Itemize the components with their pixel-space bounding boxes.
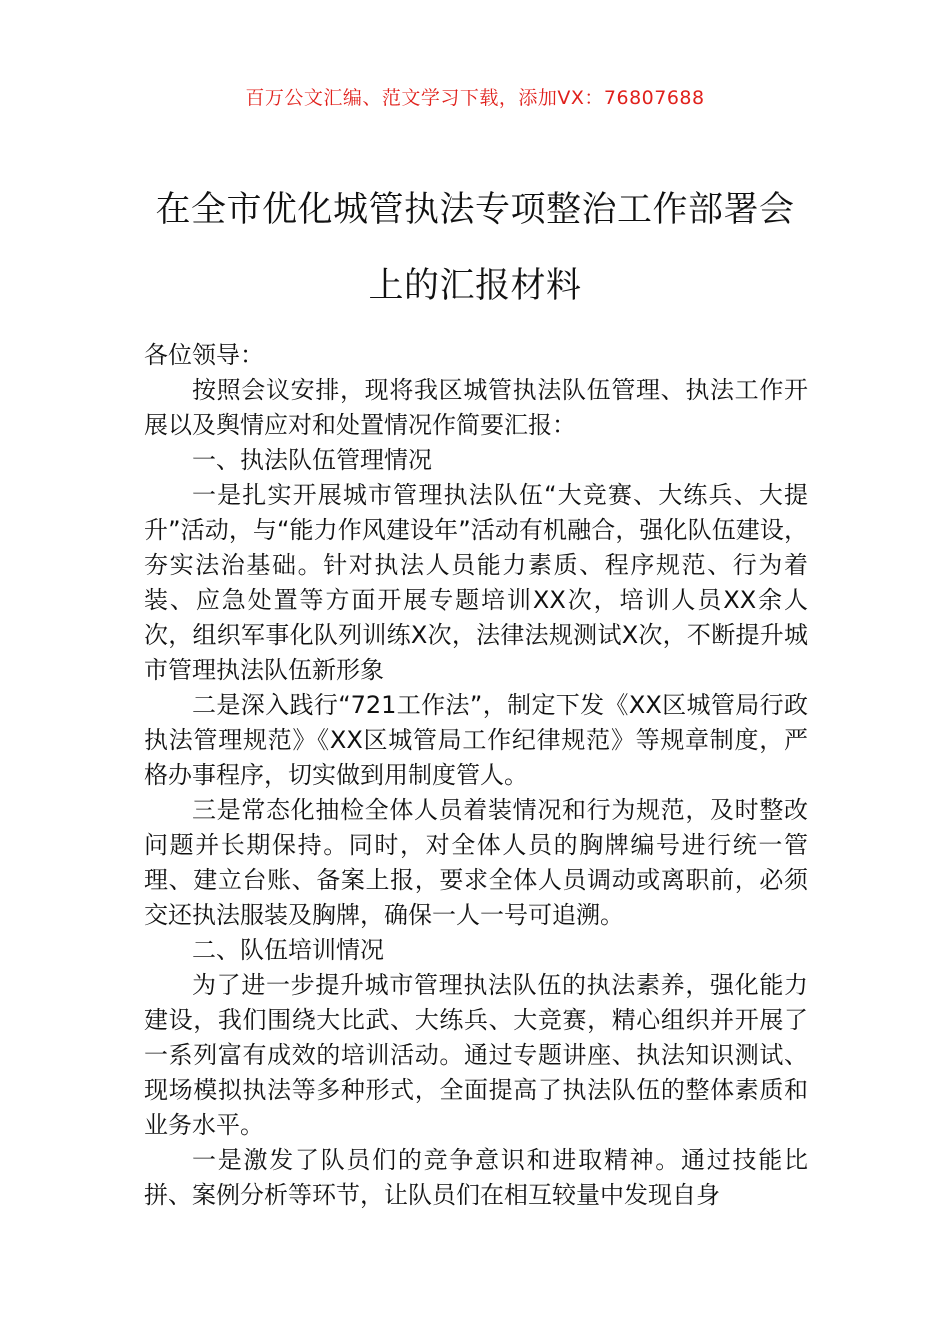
document-body bbox=[144, 338, 808, 1213]
section-heading-2: 二、队伍培训情况 bbox=[192, 936, 384, 964]
title-line-1: 在全市优化城管执法专项整治工作部署会 bbox=[155, 190, 795, 230]
title-line-2: 上的汇报材料 bbox=[368, 266, 582, 306]
intro-paragraph: 按照会议安排，现将我区城管执法队伍管理、执法工作开展以及舆情应对和处置情况作简要汇报： bbox=[144, 376, 808, 439]
promo-banner: 百万公文汇编、范文学习下载，添加VX：76807688 bbox=[245, 87, 705, 109]
body-paragraph: 三是常态化抽检全体人员着装情况和行为规范，及时整改问题并长期保持。同时，对全体人员的胸牌编号进行统一管理、建立台账、备案上报，要求全体人员调动或离职前，必须交还执法服装及胸牌，确保一人一号可追溯。 bbox=[144, 796, 808, 929]
document-title bbox=[120, 172, 830, 324]
greeting: 各位领导： bbox=[144, 341, 264, 369]
body-paragraph: 为了进一步提升城市管理执法队伍的执法素养，强化能力建设，我们围绕大比武、大练兵、大竞赛，精心组织并开展了一系列富有成效的培训活动。通过专题讲座、执法知识测试、现场模拟执法等多种形式，全面提高了执法队伍的整体素质和业务水平。 bbox=[144, 971, 808, 1139]
body-paragraph: 一是扎实开展城市管理执法队伍“大竞赛、大练兵、大提升”活动，与“能力作风建设年”活动有机融合，强化队伍建设，夯实法治基础。针对执法人员能力素质、程序规范、行为着装、应急处置等方面开展专题培训XX次，培训人员XX余人次，组织军事化队列训练X次，法律法规测试X次，不断提升城市管理执法队伍新形象 bbox=[144, 481, 808, 684]
body-paragraph: 一是激发了队员们的竞争意识和进取精神。通过技能比拼、案例分析等环节，让队员们在相互较量中发现自身 bbox=[144, 1146, 808, 1209]
section-heading-1: 一、执法队伍管理情况 bbox=[192, 446, 432, 474]
body-paragraph: 二是深入践行“721工作法”，制定下发《XX区城管局行政执法管理规范》《XX区城管局工作纪律规范》等规章制度，严格办事程序，切实做到用制度管人。 bbox=[144, 691, 808, 789]
